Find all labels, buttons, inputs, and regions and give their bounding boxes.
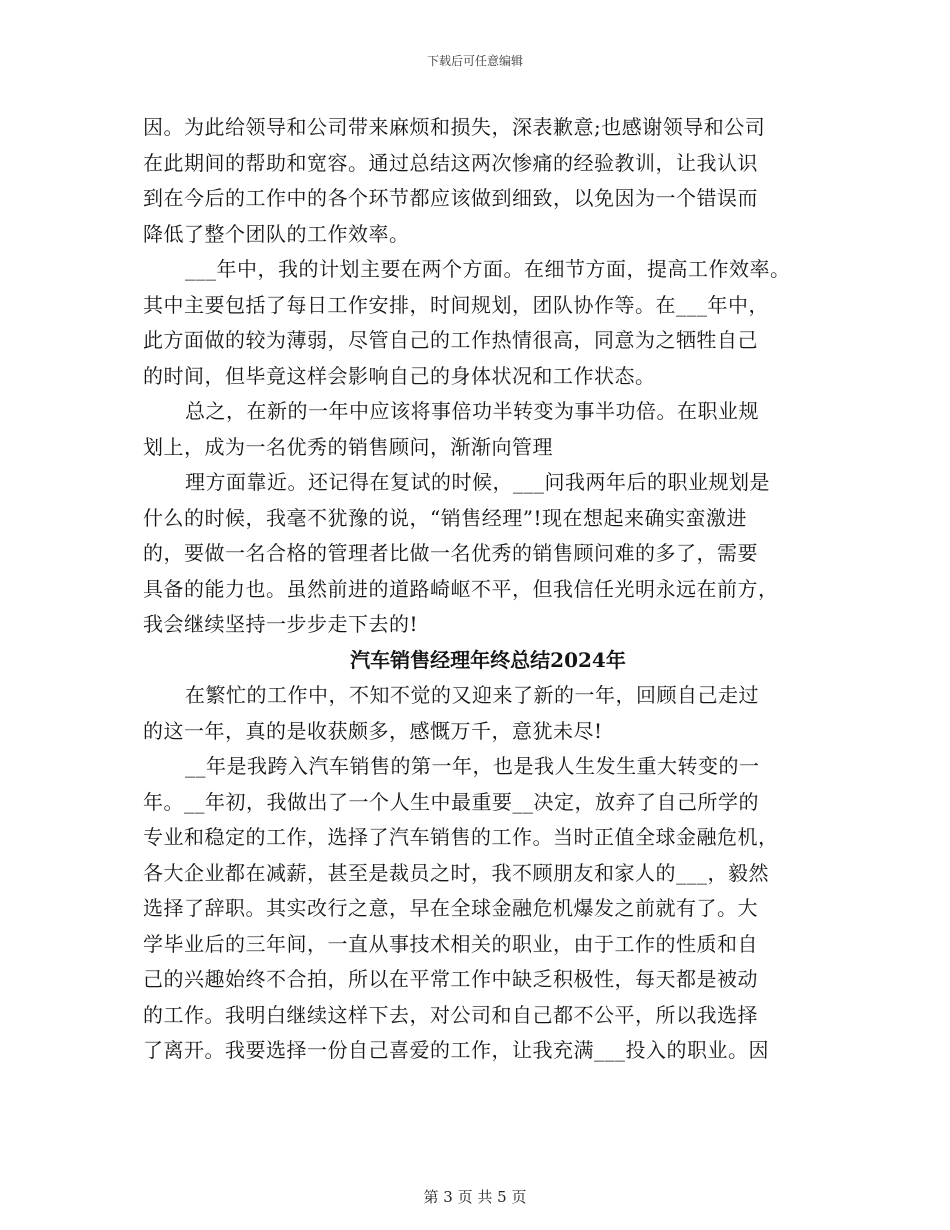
text-line: 因。为此给领导和公司带来麻烦和损失，深表歉意;也感谢领导和公司 — [143, 115, 766, 139]
text-line: 的工作。我明白继续这样下去，对公司和自己都不公平，所以我选择 — [143, 1002, 758, 1027]
text-line: ___年中，我的计划主要在两个方面。在细节方面，提高工作效率。 — [185, 257, 791, 281]
text-line: 在繁忙的工作中，不知不觉的又迎来了新的一年，回顾自己走过 — [185, 683, 759, 707]
text-line: 我会继续坚持一步步走下去的! — [143, 612, 419, 636]
page-header: 下载后可任意编辑 — [426, 54, 523, 68]
text-line: 在此期间的帮助和宽容。通过总结这两次惨痛的经验教训，让我认识 — [143, 150, 758, 175]
text-line: 各大企业都在减薪，甚至是裁员之时，我不顾朋友和家人的___，毅然 — [143, 860, 769, 885]
text-line: 的时间，但毕竟这样会影响自己的身体状况和工作状态。 — [143, 363, 656, 388]
text-line: 其中主要包括了每日工作安排，时间规划，团队协作等。在___年中， — [143, 292, 769, 317]
paragraph-block-1 — [143, 110, 833, 643]
document-body — [143, 110, 833, 1069]
text-line: 具备的能力也。虽然前进的道路崎岖不平，但我信任光明永远在前方， — [143, 576, 779, 601]
text-line: 的这一年，真的是收获颇多，感慨万千，意犹未尽! — [143, 718, 603, 743]
text-line: 划上，成为一名优秀的销售顾问，渐渐向管理 — [143, 434, 553, 459]
text-line: 降低了整个团队的工作效率。 — [143, 221, 410, 246]
page-footer: 第 3 页 共 5 页 — [423, 1188, 527, 1206]
text-line: 了离开。我要选择一份自己喜爱的工作，让我充满___投入的职业。因 — [143, 1038, 769, 1062]
paragraph-block-2 — [143, 678, 833, 1069]
text-line: 什么的时候，我毫不犹豫的说，“销售经理”!现在想起来确实蛮激进 — [143, 505, 747, 530]
text-line: 年。__年初，我做出了一个人生中最重要__决定，放弃了自己所学的 — [143, 789, 759, 814]
section-heading: 汽车销售经理年终总结2024年 — [350, 647, 626, 672]
text-line: 到在今后的工作中的各个环节都应该做到细致，以免因为一个错误而 — [143, 186, 758, 210]
text-line: 理方面靠近。还记得在复试的时候，___问我两年后的职业规划是 — [185, 470, 770, 494]
text-line: 己的兴趣始终不合拍，所以在平常工作中缺乏积极性，每天都是被动 — [143, 967, 758, 991]
text-line: __年是我跨入汽车销售的第一年，也是我人生发生重大转变的一 — [185, 754, 760, 778]
text-line: 的，要做一名合格的管理者比做一名优秀的销售顾问难的多了，需要 — [143, 541, 758, 565]
text-line: 选择了辞职。其实改行之意，早在全球金融危机爆发之前就有了。大 — [143, 896, 758, 920]
text-line: 此方面做的较为薄弱，尽管自己的工作热情很高，同意为之牺牲自己 — [143, 328, 758, 352]
text-line: 学毕业后的三年间，一直从事技术相关的职业，由于工作的性质和自 — [143, 931, 758, 956]
text-line: 总之，在新的一年中应该将事倍功半转变为事半功倍。在职业规 — [185, 399, 759, 423]
text-line: 专业和稳定的工作，选择了汽车销售的工作。当时正值全球金融危机， — [143, 825, 779, 849]
